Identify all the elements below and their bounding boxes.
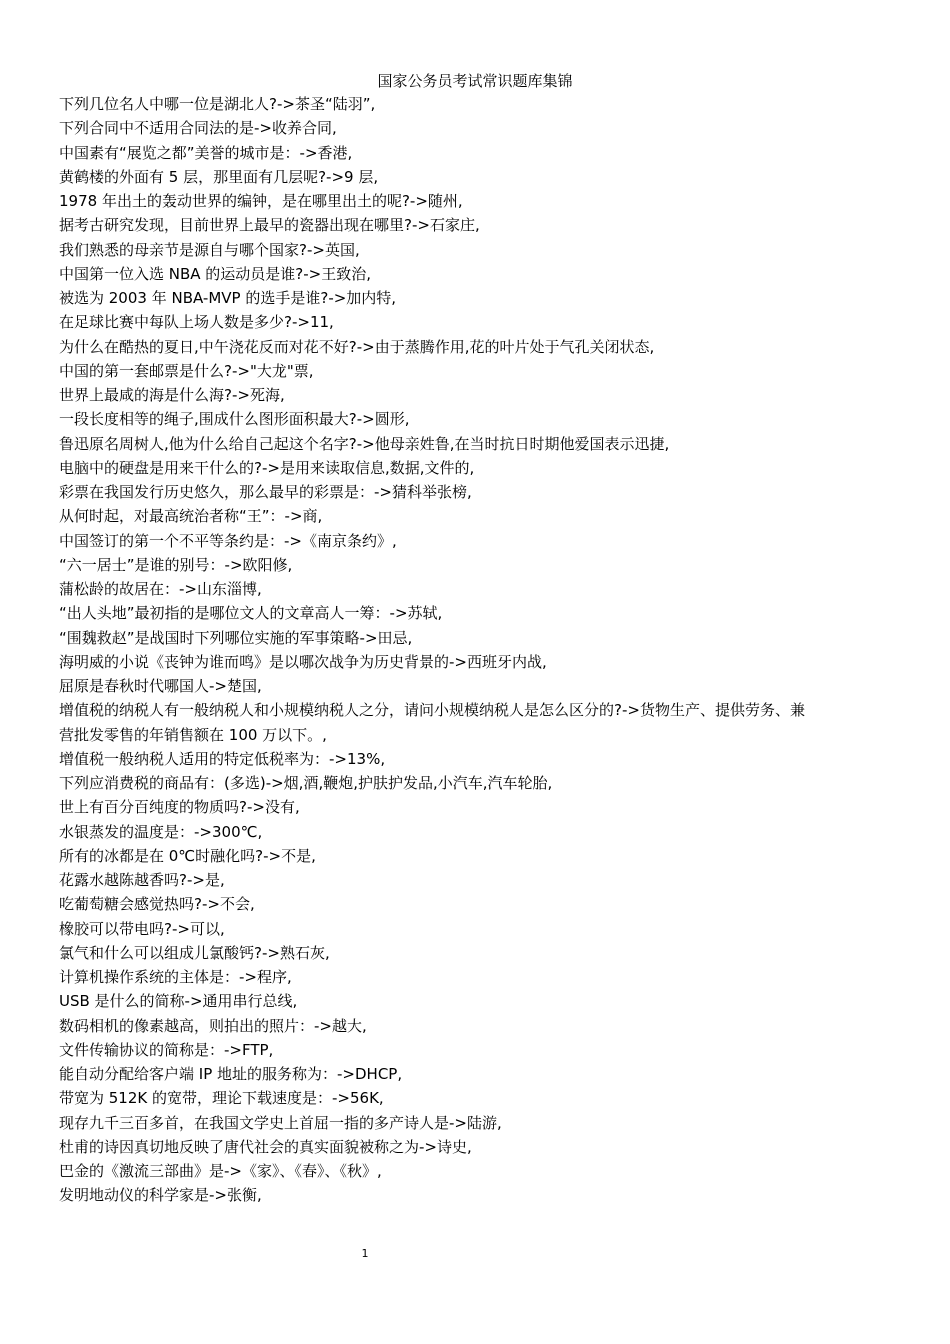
- question-line: 中国第一位入选 NBA 的运动员是谁?->王致治,: [59, 264, 372, 283]
- question-line: 所有的冰都是在 0℃时融化吗?->不是,: [59, 846, 316, 865]
- question-line: 蒲松龄的故居在：->山东淄博,: [59, 580, 262, 598]
- question-line: USB 是什么的简称->通用串行总线,: [59, 992, 298, 1011]
- question-line: 中国签订的第一个不平等条约是：->《南京条约》,: [59, 531, 397, 550]
- question-line: 1978 年出土的轰动世界的编钟，是在哪里出土的呢?->随州,: [59, 192, 463, 210]
- document-title: 国家公务员考试常识题库集锦: [377, 72, 573, 90]
- question-line: 能自动分配给客户端 IP 地址的服务称为：->DHCP,: [59, 1065, 403, 1083]
- question-line: 下列合同中不适用合同法的是->收养合同,: [59, 119, 337, 138]
- question-line: 据考古研究发现，目前世界上最早的瓷器出现在哪里?->石家庄,: [59, 216, 480, 235]
- question-line: 发明地动仪的科学家是->张衡,: [59, 1186, 262, 1205]
- question-line: 巴金的《激流三部曲》是->《家》、《春》、《秋》,: [59, 1162, 382, 1180]
- question-line: “出人头地”最初指的是哪位文人的文章高人一筹：->苏轼,: [59, 604, 443, 623]
- question-line: 文件传输协议的简称是：->FTP,: [59, 1040, 274, 1059]
- question-line: 屈原是春秋时代哪国人->楚国,: [59, 677, 262, 695]
- question-line: 彩票在我国发行历史悠久，那么最早的彩票是：->猜科举张榜,: [59, 483, 472, 501]
- question-line: 从何时起，对最高统治者称“王”：->商,: [59, 507, 323, 526]
- question-line: 在足球比赛中每队上场人数是多少?->11,: [59, 313, 334, 332]
- question-line: 增值税一般纳税人适用的特定低税率为：->13%,: [59, 749, 386, 768]
- question-line: “围魏救赵”是战国时下列哪位实施的军事策略->田忌,: [59, 628, 413, 647]
- question-line: 橡胶可以带电吗?->可以,: [59, 919, 225, 938]
- question-line: 我们熟悉的母亲节是源自与哪个国家?->英国,: [59, 240, 360, 259]
- question-line: 水银蒸发的温度是：->300℃,: [59, 822, 263, 841]
- question-line: “六一居士”是谁的别号：->欧阳修,: [59, 555, 293, 574]
- question-line: 花露水越陈越香吗?->是,: [59, 871, 225, 889]
- page-number: 1: [361, 1247, 369, 1260]
- question-line: 增值税的纳税人有一般纳税人和小规模纳税人之分，请问小规模纳税人是怎么区分的?->货物生产、提供劳务、兼: [59, 701, 805, 720]
- question-line: 吃葡萄糖会感觉热吗?->不会,: [59, 895, 255, 914]
- question-line: 鲁迅原名周树人,他为什么给自己起这个名字?->他母亲姓鲁,在当时抗日时期他爱国表示迅捷,: [59, 434, 670, 453]
- question-line: 世上有百分百纯度的物质吗?->没有,: [59, 798, 300, 817]
- question-line: 现存九千三百多首，在我国文学史上首屈一指的多产诗人是->陆游,: [59, 1113, 502, 1132]
- question-list: [59, 92, 895, 1208]
- question-line: 世界上最咸的海是什么海?->死海,: [59, 386, 285, 404]
- question-line: 中国的第一套邮票是什么?->"大龙"票,: [59, 361, 314, 380]
- question-line: 下列几位名人中哪一位是湖北人?->茶圣“陆羽”,: [59, 95, 376, 113]
- question-line: 下列应消费税的商品有：(多选)->烟,酒,鞭炮,护肤护发品,小汽车,汽车轮胎,: [59, 774, 553, 792]
- question-line: 电脑中的硬盘是用来干什么的?->是用来读取信息,数据,文件的,: [59, 458, 475, 477]
- question-line: 带宽为 512K 的宽带，理论下载速度是：->56K,: [59, 1089, 384, 1108]
- question-line: 数码相机的像素越高，则拍出的照片：->越大,: [59, 1016, 367, 1035]
- question-line: 营批发零售的年销售额在 100 万以下。,: [59, 725, 327, 744]
- question-line: 黄鹤楼的外面有 5 层，那里面有几层呢?->9 层,: [59, 167, 379, 186]
- question-line: 为什么在酷热的夏日,中午浇花反而对花不好?->由于蒸腾作用,花的叶片处于气孔关闭状态,: [59, 337, 655, 356]
- question-line: 氯气和什么可以组成儿氯酸钙?->熟石灰,: [59, 943, 330, 962]
- question-line: 海明威的小说《丧钟为谁而鸣》是以哪次战争为历史背景的->西班牙内战,: [59, 652, 547, 671]
- question-line: 计算机操作系统的主体是：->程序,: [59, 968, 292, 986]
- question-line: 被选为 2003 年 NBA-MVP 的选手是谁?->加内特,: [59, 289, 397, 307]
- question-line: 中国素有“展览之都”美誉的城市是：->香港,: [59, 143, 353, 162]
- question-line: 一段长度相等的绳子,围成什么图形面积最大?->圆形,: [59, 410, 410, 429]
- question-line: 杜甫的诗因真切地反映了唐代社会的真实面貌被称之为->诗史,: [59, 1137, 472, 1156]
